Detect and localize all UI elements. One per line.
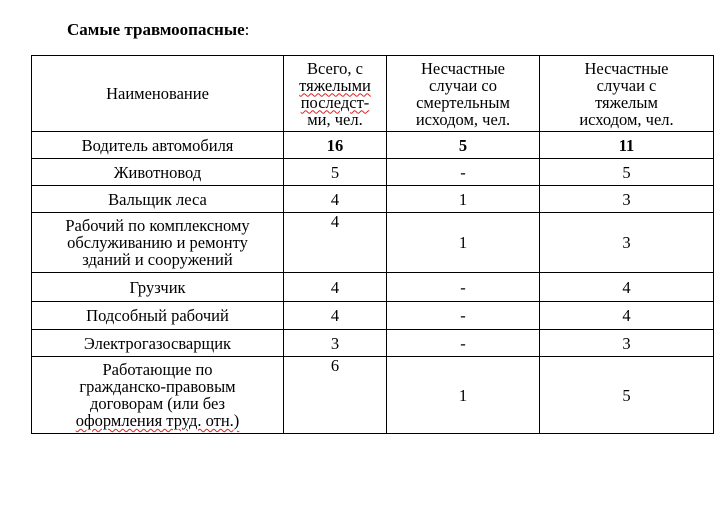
header-severe xyxy=(540,56,714,132)
cell-name: Работающие по гражданско-правовым договорам (или без оформления труд. отн.) xyxy=(32,357,284,434)
header-fatal-line: смертельным xyxy=(416,92,510,112)
table-row xyxy=(32,302,714,330)
page-title xyxy=(67,19,249,41)
cell-name: Грузчик xyxy=(32,273,284,302)
table-row xyxy=(32,357,714,434)
header-fatal-line: случаи со xyxy=(429,75,497,95)
cell-total: 3 xyxy=(284,330,387,357)
cell-fatal: 5 xyxy=(387,132,540,159)
cell-total: 6 xyxy=(284,357,387,434)
cell-fatal: - xyxy=(387,330,540,357)
cell-name: Подсобный рабочий xyxy=(32,302,284,330)
cell-total: 5 xyxy=(284,159,387,186)
table-row xyxy=(32,159,714,186)
header-total xyxy=(284,56,387,132)
cell-fatal: - xyxy=(387,302,540,330)
cell-total: 4 xyxy=(284,273,387,302)
cell-severe: 11 xyxy=(540,132,714,159)
header-fatal-line: Несчастные xyxy=(420,58,506,78)
header-name: Наименование xyxy=(32,56,284,132)
cell-severe: 5 xyxy=(540,357,714,434)
cell-severe: 4 xyxy=(540,302,714,330)
injury-table xyxy=(31,55,714,434)
table-row xyxy=(32,186,714,213)
cell-fatal: - xyxy=(387,273,540,302)
cell-severe: 4 xyxy=(540,273,714,302)
header-row xyxy=(32,56,714,132)
title-colon: : xyxy=(244,20,250,39)
cell-severe: 3 xyxy=(540,330,714,357)
table-row xyxy=(32,213,714,273)
cell-severe: 3 xyxy=(540,213,714,273)
cell-total: 4 xyxy=(284,302,387,330)
cell-total: 4 xyxy=(284,213,387,273)
header-severe-line: Несчастные xyxy=(584,58,669,78)
header-severe-line: случаи с xyxy=(596,75,657,95)
header-total-line: тяжелыми xyxy=(299,75,371,95)
cell-name: Электрогазосварщик xyxy=(32,330,284,357)
cell-fatal: 1 xyxy=(387,186,540,213)
cell-severe: 5 xyxy=(540,159,714,186)
cell-name: Вальщик леса xyxy=(32,186,284,213)
table-row xyxy=(32,273,714,302)
header-fatal-line: исходом, чел. xyxy=(415,109,511,129)
header-total-line: последст- xyxy=(300,92,370,112)
header-severe-line: тяжелым xyxy=(595,92,658,112)
table-row xyxy=(32,330,714,357)
cell-name: Рабочий по комплексному обслуживанию и ремонту зданий и сооружений xyxy=(32,213,284,273)
header-severe-line: исходом, чел. xyxy=(579,109,674,129)
cell-name: Водитель автомобиля xyxy=(32,132,284,159)
header-fatal xyxy=(387,56,540,132)
header-total-line: ми, чел. xyxy=(307,109,363,129)
cell-total: 4 xyxy=(284,186,387,213)
cell-fatal: - xyxy=(387,159,540,186)
table-row xyxy=(32,132,714,159)
cell-severe: 3 xyxy=(540,186,714,213)
cell-total: 16 xyxy=(284,132,387,159)
title-text: Самые травмоопасные xyxy=(67,20,245,39)
header-total-line: Всего, с xyxy=(306,58,364,78)
cell-name: Животновод xyxy=(32,159,284,186)
cell-fatal: 1 xyxy=(387,213,540,273)
cell-fatal: 1 xyxy=(387,357,540,434)
